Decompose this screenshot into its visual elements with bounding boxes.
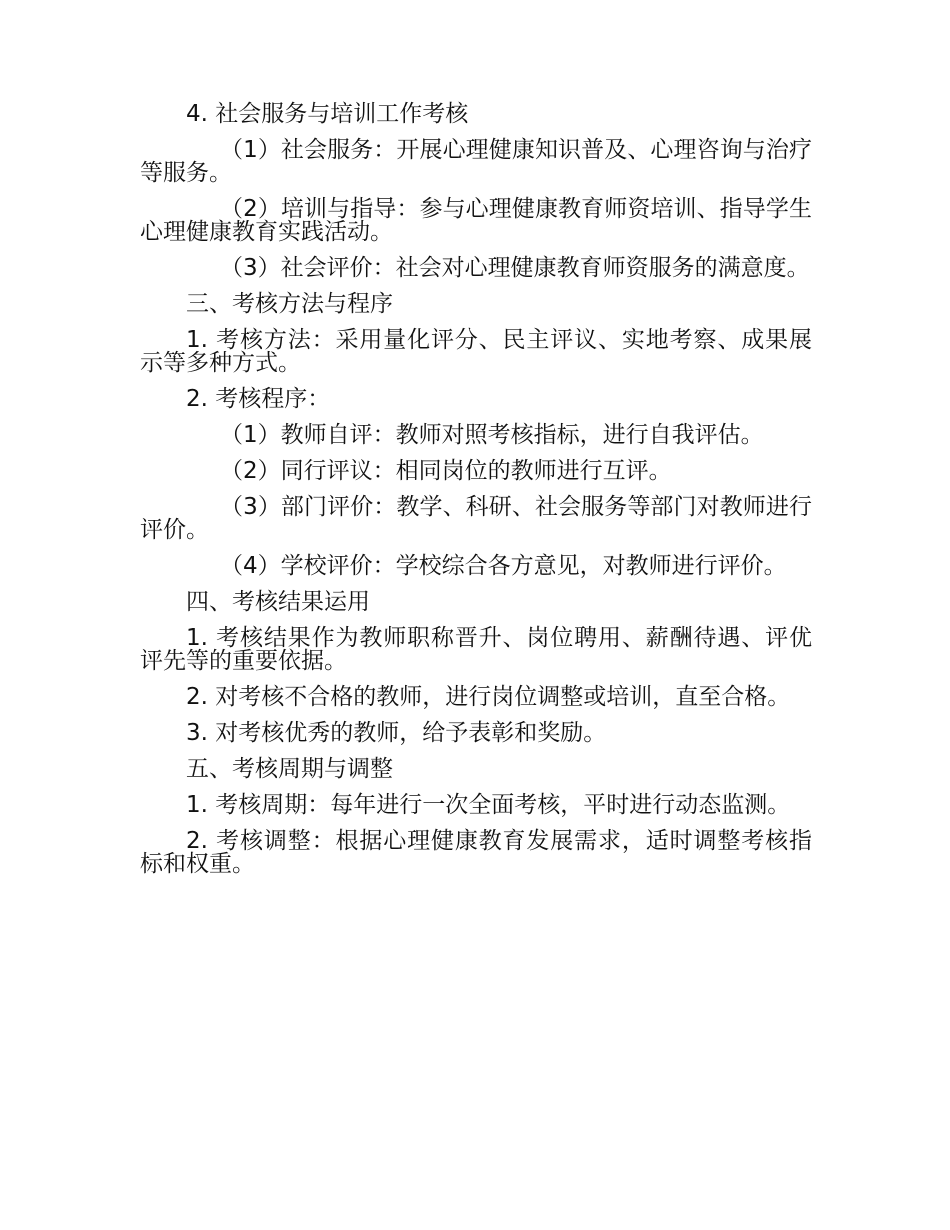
paragraph-results-basis: 1. 考核结果作为教师职称晋升、岗位聘用、薪酬待遇、评优评先等的重要依据。: [140, 625, 812, 674]
paragraph-social-evaluation: （3）社会评价：社会对心理健康教育师资服务的满意度。: [220, 255, 810, 281]
paragraph-self-evaluation: （1）教师自评：教师对照考核指标，进行自我评估。: [220, 422, 764, 448]
paragraph-assessment-methods: 1. 考核方法：采用量化评分、民主评议、实地考察、成果展示等多种方式。: [140, 327, 812, 376]
section-heading-methods-procedures: 三、考核方法与程序: [186, 291, 393, 317]
paragraph-social-service: （1）社会服务：开展心理健康知识普及、心理咨询与治疗等服务。: [140, 137, 812, 186]
paragraph-assessment-procedure: 2. 考核程序：: [186, 386, 331, 412]
paragraph-training-guidance: （2）培训与指导：参与心理健康教育师资培训、指导学生心理健康教育实践活动。: [140, 196, 812, 245]
paragraph-excellent-teachers: 3. 对考核优秀的教师，给予表彰和奖励。: [186, 720, 607, 746]
paragraph-school-evaluation: （4）学校评价：学校综合各方意见，对教师进行评价。: [220, 553, 787, 579]
document-body: [140, 103, 812, 876]
paragraph-assessment-cycle: 1. 考核周期：每年进行一次全面考核，平时进行动态监测。: [186, 792, 791, 818]
paragraph-assessment-adjustment: 2. 考核调整：根据心理健康教育发展需求，适时调整考核指标和权重。: [140, 828, 812, 877]
paragraph-unqualified-teachers: 2. 对考核不合格的教师，进行岗位调整或培训，直至合格。: [186, 684, 791, 710]
section-heading-cycle-adjustment: 五、考核周期与调整: [186, 756, 393, 782]
paragraph-social-service-assessment-heading: 4. 社会服务与培训工作考核: [186, 101, 469, 127]
paragraph-department-evaluation: （3）部门评价：教学、科研、社会服务等部门对教师进行评价。: [140, 494, 812, 543]
paragraph-peer-review: （2）同行评议：相同岗位的教师进行互评。: [220, 458, 672, 484]
section-heading-results-application: 四、考核结果运用: [186, 589, 370, 615]
